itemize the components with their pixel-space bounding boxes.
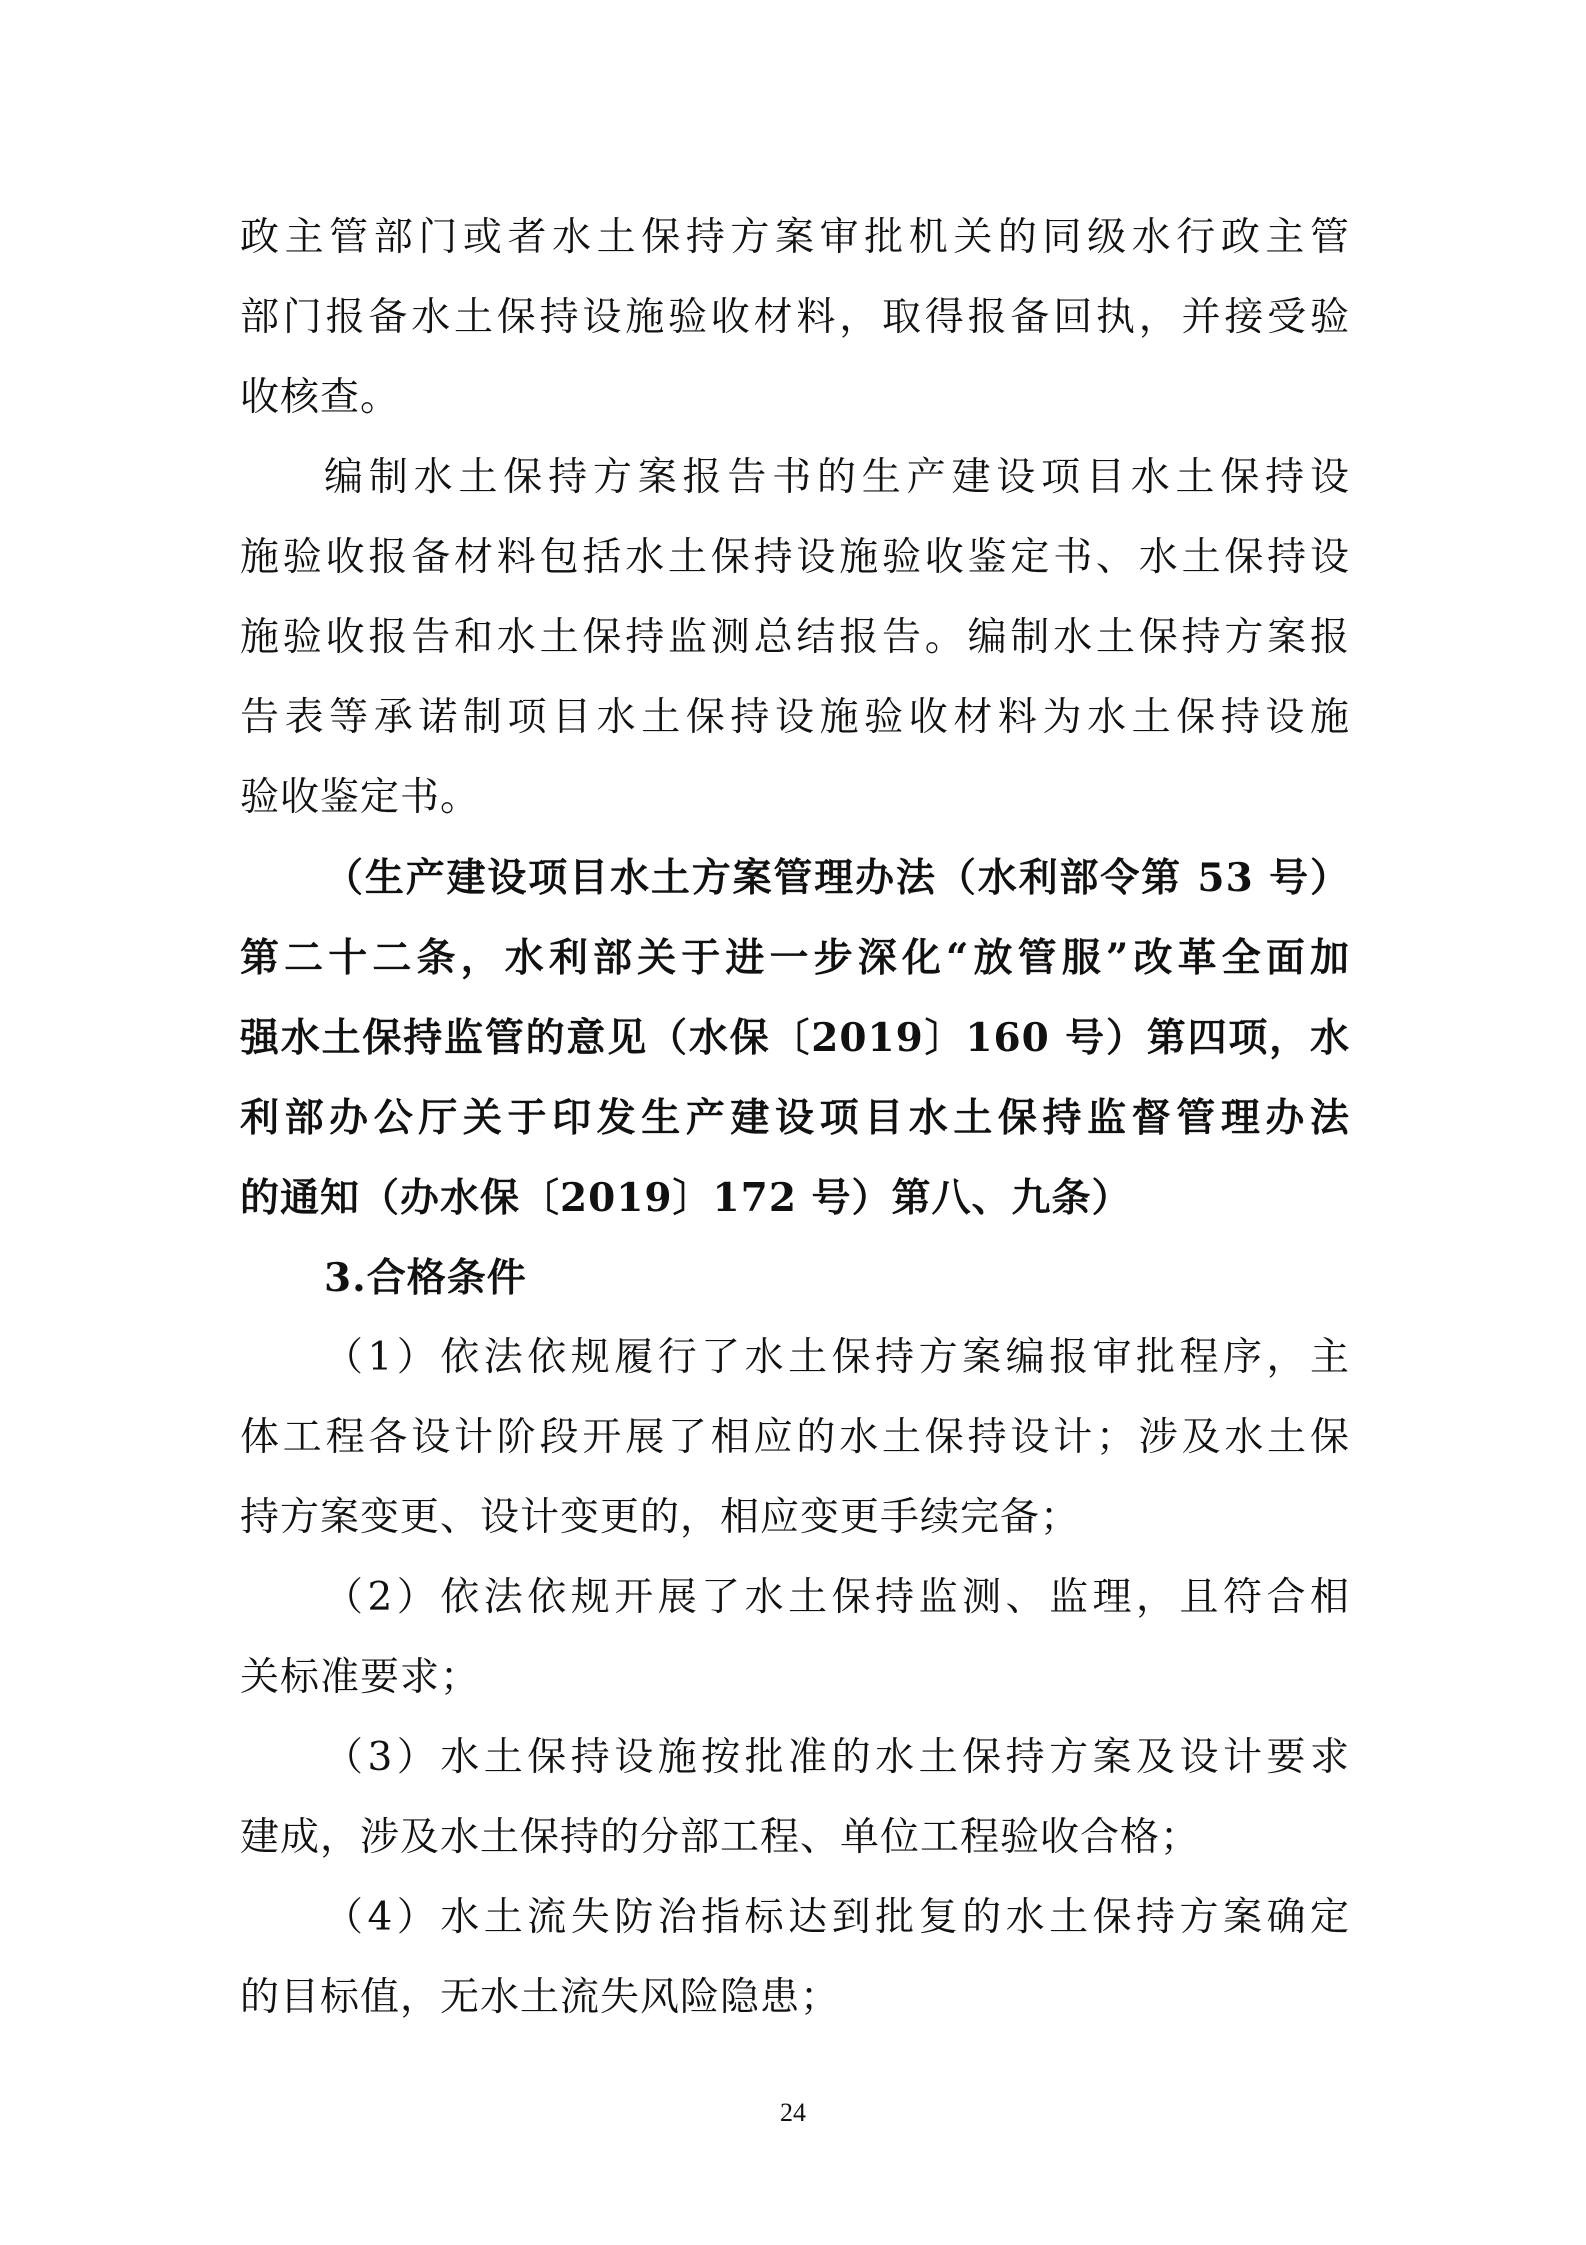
- text-line: 强水土保持监管的意见（水保〔2019〕160 号）第四项，水: [240, 1015, 1350, 1061]
- text-line: 的通知（办水保〔2019〕172 号）第八、九条）: [240, 1175, 1132, 1221]
- heading-text: 3.合格条件: [324, 1255, 527, 1301]
- text-line: 建成，涉及水土保持的分部工程、单位工程验收合格；: [240, 1815, 1201, 1860]
- text-line: （生产建设项目水土方案管理办法（水利部令第 53 号）: [324, 855, 1350, 901]
- list-item: [240, 1718, 1350, 1878]
- text-line: （3）水土保持设施按批准的水土保持方案及设计要求: [324, 1735, 1350, 1780]
- text-line: 关标准要求；: [240, 1655, 481, 1700]
- text-line: 施验收报告和水土保持监测总结报告。编制水土保持方案报: [240, 615, 1350, 660]
- text-line: 体工程各设计阶段开展了相应的水土保持设计；涉及水土保: [240, 1415, 1350, 1460]
- text-line: 政主管部门或者水土保持方案审批机关的同级水行政主管: [240, 215, 1350, 260]
- citation-paragraph: [240, 838, 1350, 1238]
- text-line: 施验收报备材料包括水土保持设施验收鉴定书、水土保持设: [240, 535, 1350, 580]
- list-item: [240, 1558, 1350, 1718]
- text-line: 收核查。: [240, 375, 401, 420]
- text-line: 验收鉴定书。: [240, 775, 481, 820]
- text-line: 告表等承诺制项目水土保持设施验收材料为水土保持设施: [240, 695, 1350, 740]
- list-item: [240, 1318, 1350, 1558]
- paragraph: [240, 198, 1350, 438]
- text-line: （1）依法依规履行了水土保持方案编报审批程序，主: [324, 1335, 1350, 1380]
- body-text: [240, 198, 1350, 2038]
- text-line: 利部办公厅关于印发生产建设项目水土保持监督管理办法: [240, 1095, 1350, 1141]
- text-line: （4）水土流失防治指标达到批复的水土保持方案确定: [324, 1895, 1350, 1940]
- section-heading: [240, 1238, 1350, 1318]
- text-line: 的目标值，无水土流失风险隐患；: [240, 1975, 841, 2020]
- text-line: 持方案变更、设计变更的，相应变更手续完备；: [240, 1495, 1081, 1540]
- text-line: （2）依法依规开展了水土保持监测、监理，且符合相: [324, 1575, 1350, 1620]
- text-line: 部门报备水土保持设施验收材料，取得报备回执，并接受验: [240, 295, 1350, 340]
- list-item: [240, 1878, 1350, 2038]
- text-line: 第二十二条，水利部关于进一步深化“放管服”改革全面加: [240, 935, 1350, 981]
- text-line: 编制水土保持方案报告书的生产建设项目水土保持设: [324, 455, 1350, 500]
- paragraph: [240, 438, 1350, 838]
- page-number: 24: [780, 2098, 806, 2127]
